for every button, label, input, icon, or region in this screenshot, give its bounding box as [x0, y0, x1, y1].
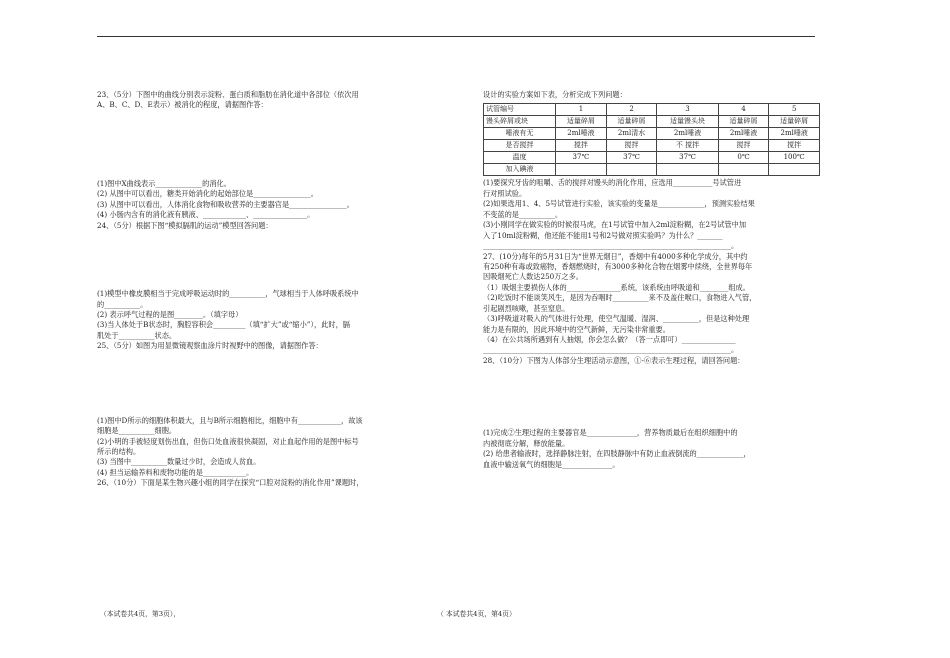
table-row [484, 152, 820, 164]
q24-part3-line1: (3)当人体处于B状态时，胸腔容积会_________（填“扩大”或“缩小”），此时，膈 [97, 320, 350, 330]
q24-part1-line2: 的__________。 [97, 299, 148, 309]
q25-part1-line2: 细胞是__________细胞。 [97, 426, 177, 436]
q23-figure-space [97, 111, 437, 179]
table-cell: 加入碘液 [484, 164, 556, 176]
table-cell: 37℃ [657, 152, 718, 164]
q27-part4: （4）在公共场所遇到有人抽烟，你会怎么做？（答一点即可）_______________ [483, 335, 736, 344]
q27-stem-line3: 因吸烟死亡人数达250万之多。 [483, 272, 583, 282]
table-row [484, 164, 820, 176]
table-cell: 37℃ [556, 152, 607, 164]
table-cell: 馒头碎屑或块 [484, 116, 556, 128]
q23-part3: (3) 从图中可以看出，人体消化食物和吸收营养的主要器官是________________。 [97, 199, 354, 209]
table-cell: 试管编号 [484, 104, 556, 116]
q23-part1: (1)图中X曲线表示_____________的消化。 [97, 178, 231, 188]
q27-stem-line2: 有250种有毒或致癌物，香烟燃烧时，有3000多种化合物在烟雾中续绕，全世界每年 [483, 261, 753, 271]
table-cell: 适量碎屑 [769, 116, 820, 128]
table-cell: 温度 [484, 152, 556, 164]
page-footer-right: （ 本试卷共4页，第4页） [437, 610, 516, 618]
q26-part3-answer-line: _____________________________________________________________________。 [483, 241, 739, 251]
table-cell: 2 [606, 104, 657, 116]
table-cell: 37℃ [606, 152, 657, 164]
q27-part2-line1: （2)吃饭时不能谈笑风生，是因为吞咽时__________来不及盖住喉口，食物进入气管， [483, 293, 757, 303]
q23-stem-line1: 23、（5分）下图中的曲线分别表示淀粉、蛋白质和脂肪在消化道中各部位（依次用 [97, 90, 359, 99]
q27-stem-line1: 27、(10分)每年的5月31日为“世界无烟日”，香烟中有4000多种化学成分，其中约 [483, 251, 748, 261]
q27-part3-line2: 能力是有限的，因此环境中的空气新鲜，无污染非常重要。 [483, 324, 670, 334]
q25-part3: (3) 当图中__________数量过少时，会造成人贫血。 [97, 457, 261, 467]
experiment-table [483, 103, 820, 176]
table-cell [556, 164, 607, 176]
q25-part2-line2: 所示的结构。 [97, 447, 141, 456]
q26-part3-line1: (3)小刚同学在做实验的时候很马虎，在1号试管中加入2ml淀粉糊，在2号试管中加 [483, 220, 747, 230]
q24-figure-space [97, 231, 437, 289]
q26-part1-line1: (1)要探究牙齿的咀嚼、舌的搅拌对馒头的消化作用，应选用___________号试管进 [483, 178, 742, 188]
q26-part2-line1: (2)如果选用1、4、5号试管进行实验，该实验的变量是_____________，预测实验结果 [483, 199, 755, 209]
table-cell: 适量碎屑 [718, 116, 769, 128]
table-cell: 1 [556, 104, 607, 116]
right-column [483, 90, 820, 470]
top-rule [97, 36, 815, 37]
q28-part2-line1: (2) 给患者输液时，选择静脉注射，在四肢静脉中有防止血液倒流的_____________， [483, 449, 751, 459]
table-cell: 2ml清水 [606, 128, 657, 140]
table-cell: 是否搅拌 [484, 140, 556, 152]
q25-figure-space [97, 352, 437, 416]
table-cell: 2ml唾液 [556, 128, 607, 140]
table-cell: 5 [769, 104, 820, 116]
q23-part4: (4) 小肠内含有的消化液有胰液、____________、_______________。 [97, 210, 315, 220]
table-cell: 0℃ [718, 152, 769, 164]
q27-part4-answer-line: _____________________________________________________________________。 [483, 345, 739, 355]
q24-stem: 24、（5分）根据下图“模拟膈肌的运动”模型回答问题： [97, 220, 273, 230]
table-cell [769, 164, 820, 176]
table-cell [606, 164, 657, 176]
table-row [484, 104, 820, 116]
table-cell: 3 [657, 104, 718, 116]
table-cell: 搅拌 [718, 140, 769, 152]
q23-part2: (2) 从图中可以看出，糖类开始消化的起始部位是________________。 [97, 189, 318, 199]
q26-intro: 设计的实验方案如下表，分析完成下列问题： [483, 90, 627, 99]
table-row [484, 116, 820, 128]
table-cell: 搅拌 [769, 140, 820, 152]
table-cell: 2ml唾液 [769, 128, 820, 140]
q25-part1-line1: (1)图中D所示的细胞体积最大，且与B所示细胞相比，细胞中有____________，故该 [97, 415, 363, 425]
q28-part2-line2: 血液中输送氧气的细胞是______________。 [483, 459, 620, 469]
q26-part3-line2: 入了10ml淀粉糊，他还能不能用1号和2号做对照实验吗？为什么？_______ [483, 230, 723, 240]
table-cell [718, 164, 769, 176]
table-cell: 搅拌 [556, 140, 607, 152]
q25-part4: (4) 担当运输养料和废物功能的是____________。 [97, 467, 254, 477]
q24-part3-line2: 肌处于__________状态。 [97, 330, 177, 340]
left-column [97, 90, 437, 489]
q24-part1-line1: (1)模型中橡皮膜相当于完成呼吸运动时的__________，气球相当于人体呼吸系统中 [97, 289, 359, 299]
table-cell: 适量碎屑 [556, 116, 607, 128]
table-cell: 适量碎屑 [606, 116, 657, 128]
q25-stem: 25、（5分）如图为用显微镜观察血涂片时视野中的图像，请据图作答： [97, 341, 323, 351]
q23-stem-line2: A、B、C、D、E表示）被消化的程度，请据图作答： [97, 100, 268, 110]
q24-part2: (2) 表示呼气过程的是图________。（填字母） [97, 309, 243, 319]
q28-part1-line2: 内被彻底分解，释放能量。 [483, 438, 570, 448]
q27-part2-line2: 引起剧烈咳嗽，甚至窒息。 [483, 303, 570, 313]
q26-part1-line2: 行对照试验。 [483, 188, 527, 198]
table-cell: 2ml唾液 [718, 128, 769, 140]
table-cell: 适量馒头块 [657, 116, 718, 128]
q27-part3-line1: （3)呼吸道对吸入的气体进行处理，使空气温暖、湿润、__________，但是这种处理 [483, 314, 750, 324]
q28-figure-space [483, 366, 820, 428]
table-cell: 100℃ [769, 152, 820, 164]
table-row [484, 140, 820, 152]
table-cell: 唾液有无 [484, 128, 556, 140]
q25-part2-line1: (2)小明的手被轻度划伤出血，但伤口处血液很快凝固，对止血起作用的是图中标号 [97, 436, 359, 446]
q27-part1: （1）吸烟主要损伤人体的_______________系统，该系统由呼吸道和________组成。 [483, 282, 750, 292]
table-cell: 4 [718, 104, 769, 116]
q28-stem: 28、（10分）下图为人体部分生理活动示意图，①-⑥表示生理过程，请回答问题： [483, 355, 745, 365]
q26-stem: 26、（10分）下面是某生物兴趣小组的同学在探究“口腔对淀粉的消化作用”课题时， [97, 478, 364, 488]
q26-part2-line2: 不变蓝的是__________。 [483, 209, 563, 219]
table-cell: 不 搅拌 [657, 140, 718, 152]
table-cell [657, 164, 718, 176]
q28-part1-line1: (1)完成②生理过程的主要器官是______________，营养物质最后在组织细胞中的 [483, 428, 738, 438]
table-cell: 2ml唾液 [657, 128, 718, 140]
page-footer-left: （本试卷共4页，第3页）， [100, 610, 181, 618]
table-row [484, 128, 820, 140]
table-cell: 搅拌 [606, 140, 657, 152]
